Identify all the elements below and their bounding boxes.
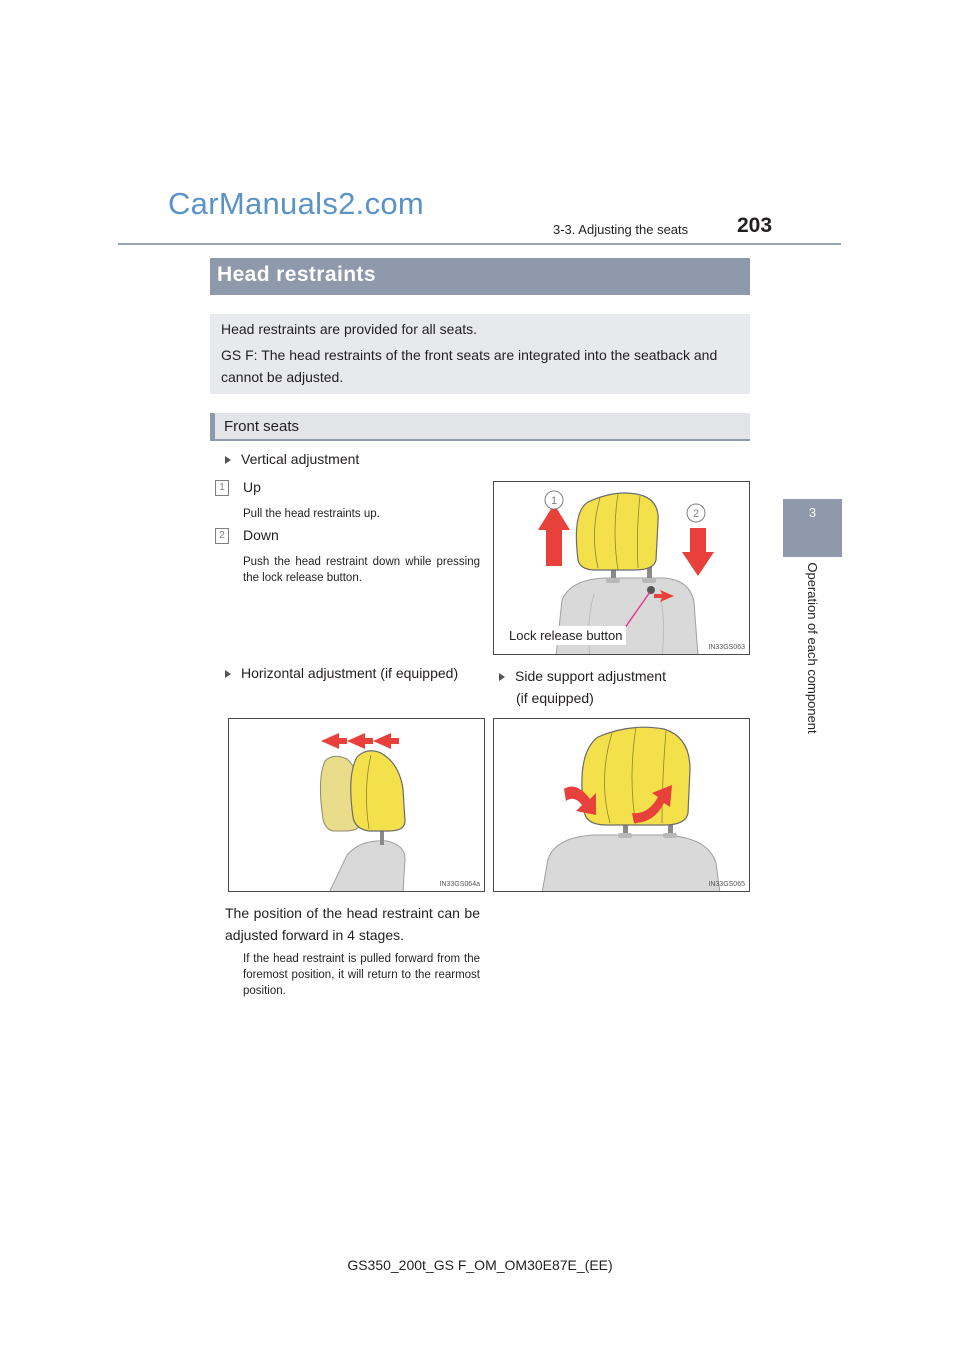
- horizontal-note: If the head restraint is pulled forward from the foremost position, it will return to the rearmost position.: [243, 953, 480, 997]
- figure-code: IN33GS063: [708, 644, 745, 651]
- page-title: Head restraints: [217, 263, 376, 286]
- title-bar: [210, 258, 750, 295]
- section-header: 3-3. Adjusting the seats: [553, 222, 689, 237]
- item-number-2: 2: [215, 528, 229, 544]
- triangle-bullet-icon: [499, 673, 505, 681]
- item-label-up: Up: [243, 479, 261, 495]
- horizontal-body: The position of the head restraint can be adjusted forward in 4 stages.: [225, 905, 480, 943]
- intro-line-2: GS F: The head restraints of the front seats are integrated into the seatback and cannot be adjusted.: [221, 347, 718, 385]
- document-code-footer: GS350_200t_GS F_OM_OM30E87E_(EE): [347, 1257, 613, 1273]
- figure-side-support-adjustment: [493, 718, 750, 892]
- triangle-bullet-icon: [225, 456, 231, 464]
- intro-line-1: Head restraints are provided for all seats.: [221, 321, 478, 337]
- page-number: 203: [737, 214, 773, 237]
- triangle-bullet-icon: [225, 670, 231, 678]
- vertical-heading: Vertical adjustment: [225, 451, 359, 467]
- figure-horizontal-adjustment: [228, 718, 485, 892]
- head-restraint-horizontal-illustration: [229, 719, 485, 892]
- subsection-title: Front seats: [224, 418, 300, 435]
- item-number-1: 1: [215, 480, 229, 496]
- figure-code: IN33GS064a: [439, 881, 480, 888]
- figure-code: IN33GS065: [708, 881, 745, 888]
- header-rule: [118, 243, 841, 245]
- intro-box: [210, 314, 750, 394]
- callout-lock-release: Lock release button: [505, 626, 626, 645]
- head-restraint-side-support-illustration: [494, 719, 750, 892]
- side-support-heading: Side support adjustment (if equipped): [499, 665, 666, 709]
- horizontal-heading: Horizontal adjustment (if equipped): [225, 665, 458, 681]
- watermark: CarManuals2.com: [168, 186, 425, 221]
- figure-vertical-adjustment: [493, 481, 750, 655]
- marker-1: 1: [550, 495, 558, 507]
- subsection-bar: [210, 413, 750, 441]
- chapter-label: Operation of each component: [805, 562, 820, 734]
- item-desc-down: Push the head restraint down while pressing the lock release button.: [243, 556, 480, 584]
- item-desc-up: Pull the head restraints up.: [243, 508, 380, 520]
- marker-2: 2: [692, 508, 700, 520]
- item-label-down: Down: [243, 527, 279, 543]
- chapter-number: 3: [808, 505, 817, 520]
